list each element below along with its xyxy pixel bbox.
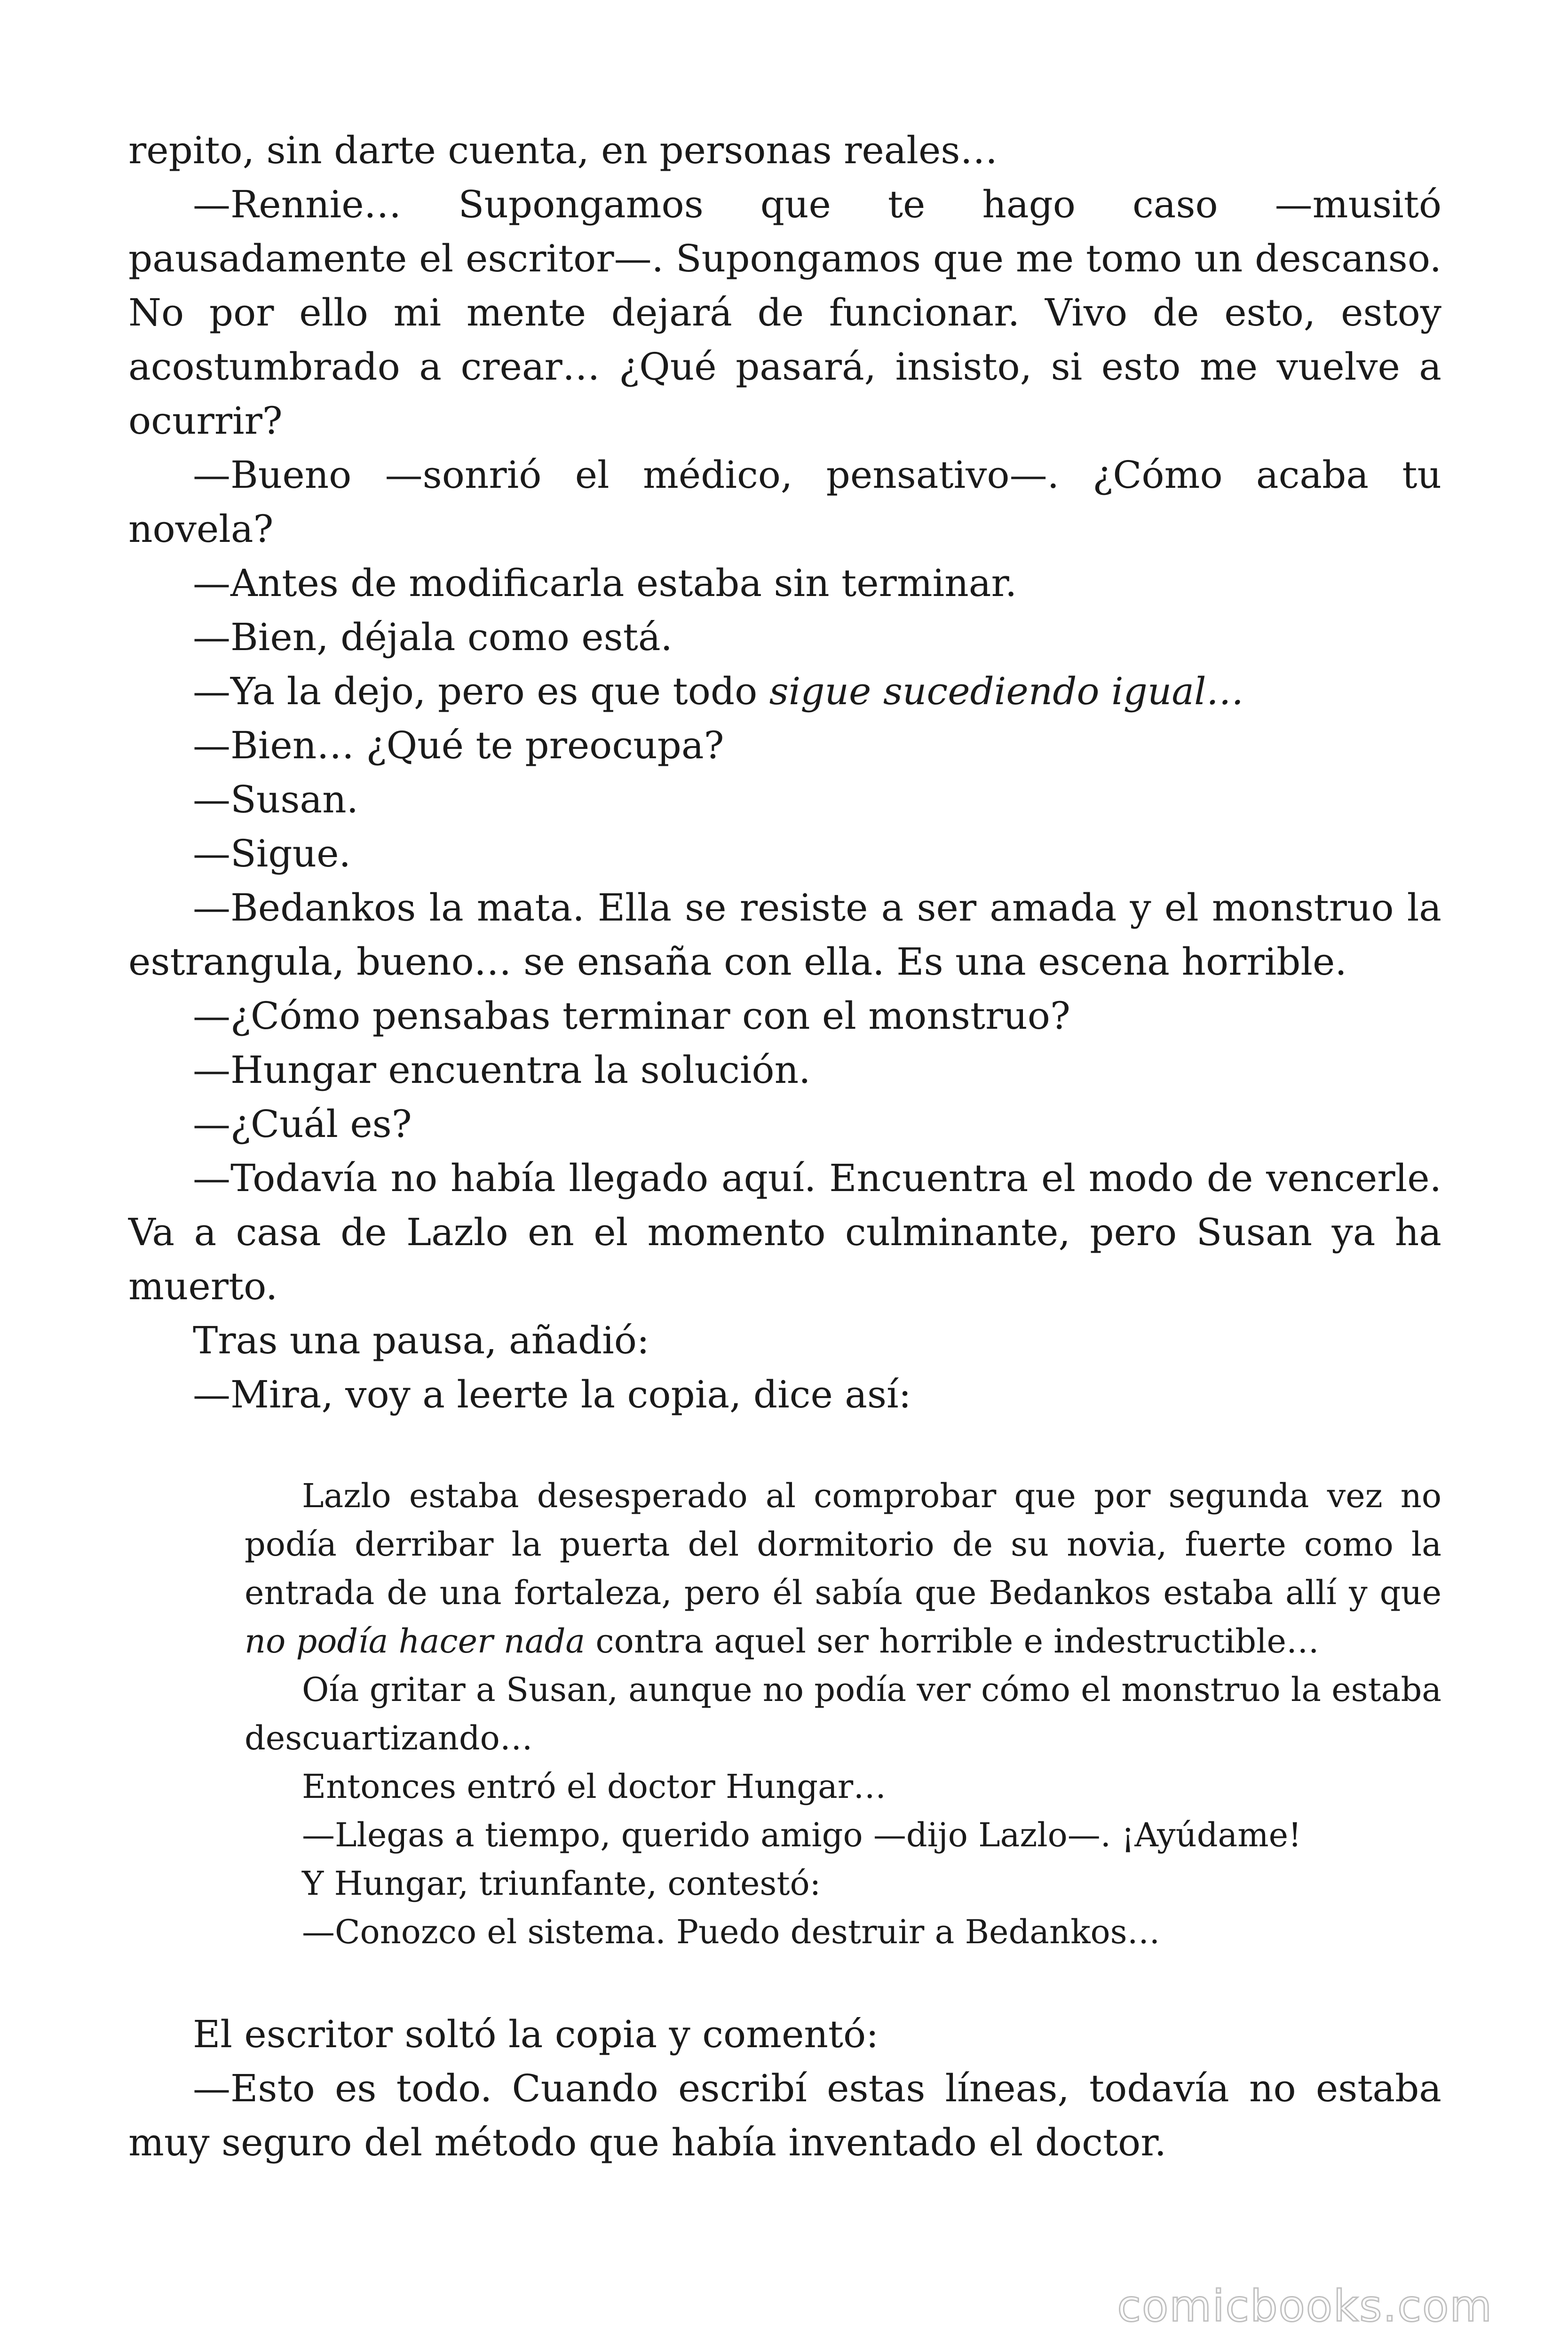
quote-paragraph: Y Hungar, triunfante, contestó: — [302, 1864, 821, 1903]
quote-paragraph: —Conozco el sistema. Puedo destruir a Bedankos… — [302, 1913, 1160, 1951]
paragraph: —Antes de modificarla estaba sin terminar. — [193, 561, 1017, 605]
paragraph: —Bedankos la mata. Ella se resiste a ser amada y el monstruo la estrangula, bueno… se ensaña con ella. Es una escena horrible. — [128, 886, 1441, 984]
paragraph: —Esto es todo. Cuando escribí estas líneas, todavía no estaba muy seguro del método que había inventado el doctor. — [128, 2066, 1441, 2164]
paragraph: —Hungar encuentra la solución. — [193, 1048, 811, 1092]
paragraph: Tras una pausa, añadió: — [193, 1319, 649, 1362]
paragraph: —Bien… ¿Qué te preocupa? — [193, 723, 724, 767]
quote-text: Lazlo estaba desesperado al comprobar que por segunda vez no podía derribar la puerta del dormitorio de su novia, fuerte como la entrada de una fortaleza, pero él sabía que Bedankos estaba allí y que — [245, 1477, 1441, 1612]
quote-paragraph: —Llegas a tiempo, querido amigo —dijo Lazlo—. ¡Ayúdame! — [302, 1816, 1302, 1854]
paragraph-text: —Ya la dejo, pero es que todo — [193, 669, 769, 713]
paragraph: —Rennie… Supongamos que te hago caso —musitó pausadamente el escritor—. Supongamos que me tomo un descanso. No por ello mi mente dejará de funcionar. Vivo de esto, estoy acostumbrado a crear… ¿Qué pasará, insisto, si esto me vuelve a ocurrir? — [128, 183, 1441, 443]
paragraph: repito, sin darte cuenta, en personas reales… — [128, 128, 998, 172]
paragraph: —¿Cuál es? — [193, 1102, 412, 1146]
paragraph: —Susan. — [193, 778, 359, 821]
paragraph: —Bien, déjala como está. — [193, 615, 673, 659]
site-watermark: comicbooks.com — [1117, 2281, 1493, 2331]
paragraph: —Mira, voy a leerte la copia, dice así: — [193, 1373, 911, 1416]
paragraph: —Sigue. — [193, 832, 351, 875]
quoted-excerpt — [245, 1472, 1441, 1956]
paragraph: El escritor soltó la copia y comentó: — [193, 2012, 879, 2056]
paragraph: —¿Cómo pensabas terminar con el monstruo? — [193, 994, 1070, 1038]
paragraph: —Todavía no había llegado aquí. Encuentra el modo de vencerle. Va a casa de Lazlo en el momento culminante, pero Susan ya ha muerto. — [128, 1156, 1441, 1308]
italic-text: no podía hacer nada — [245, 1622, 586, 1661]
quote-paragraph — [245, 1472, 1441, 1666]
page-body — [128, 123, 1441, 2169]
quote-text: contra aquel ser horrible e indestructible… — [585, 1622, 1319, 1661]
italic-text: sigue sucediendo igual… — [769, 669, 1244, 713]
paragraph: —Bueno —sonrió el médico, pensativo—. ¿Cómo acaba tu novela? — [128, 453, 1441, 551]
quote-paragraph: Entonces entró el doctor Hungar… — [302, 1767, 887, 1806]
quote-paragraph: Oía gritar a Susan, aunque no podía ver cómo el monstruo la estaba descuartizando… — [245, 1670, 1441, 1757]
paragraph — [128, 664, 1441, 718]
